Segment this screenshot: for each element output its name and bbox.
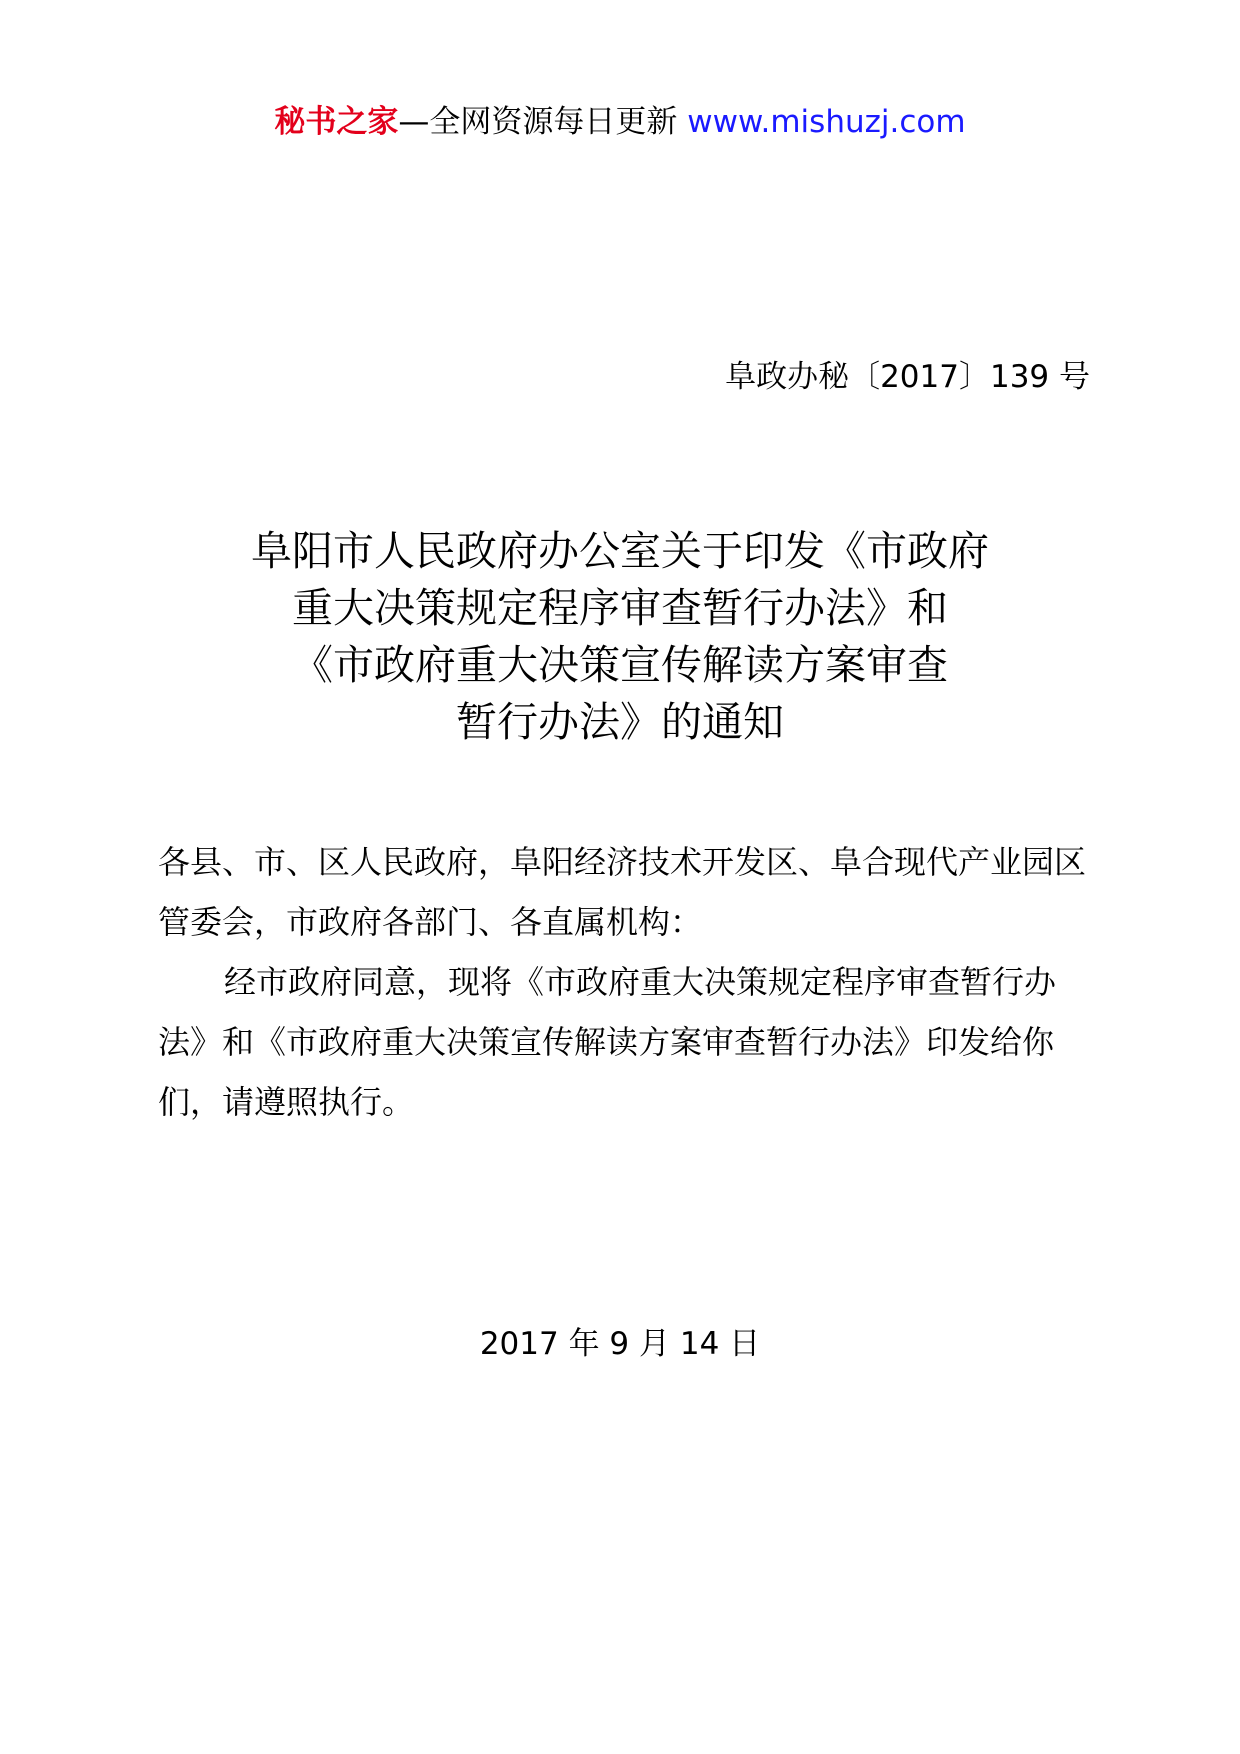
site-slogan: —全网资源每日更新	[398, 104, 678, 140]
document-title	[120, 523, 1120, 751]
document-number: 阜政办秘〔2017〕139 号	[725, 359, 1090, 395]
document-body	[158, 832, 1088, 1132]
site-url-link[interactable]: www.mishuzj.com	[687, 104, 966, 140]
title-line: 《市政府重大决策宣传解读方案审查	[292, 641, 948, 689]
title-line: 暂行办法》的通知	[456, 698, 784, 746]
addressee: 各县、市、区人民政府，阜阳经济技术开发区、阜合现代产业园区管委会，市政府各部门、各直属机构：	[158, 843, 1087, 941]
site-brand: 秘书之家	[274, 104, 399, 140]
body-paragraph: 经市政府同意，现将《市政府重大决策规定程序审查暂行办法》和《市政府重大决策宣传解读方案审查暂行办法》印发给你们，请遵照执行。	[158, 963, 1057, 1121]
title-line: 阜阳市人民政府办公室关于印发《市政府	[251, 527, 989, 575]
document-date: 2017 年 9 月 14 日	[479, 1326, 761, 1362]
site-header	[0, 100, 1240, 144]
title-line: 重大决策规定程序审查暂行办法》和	[292, 584, 948, 632]
